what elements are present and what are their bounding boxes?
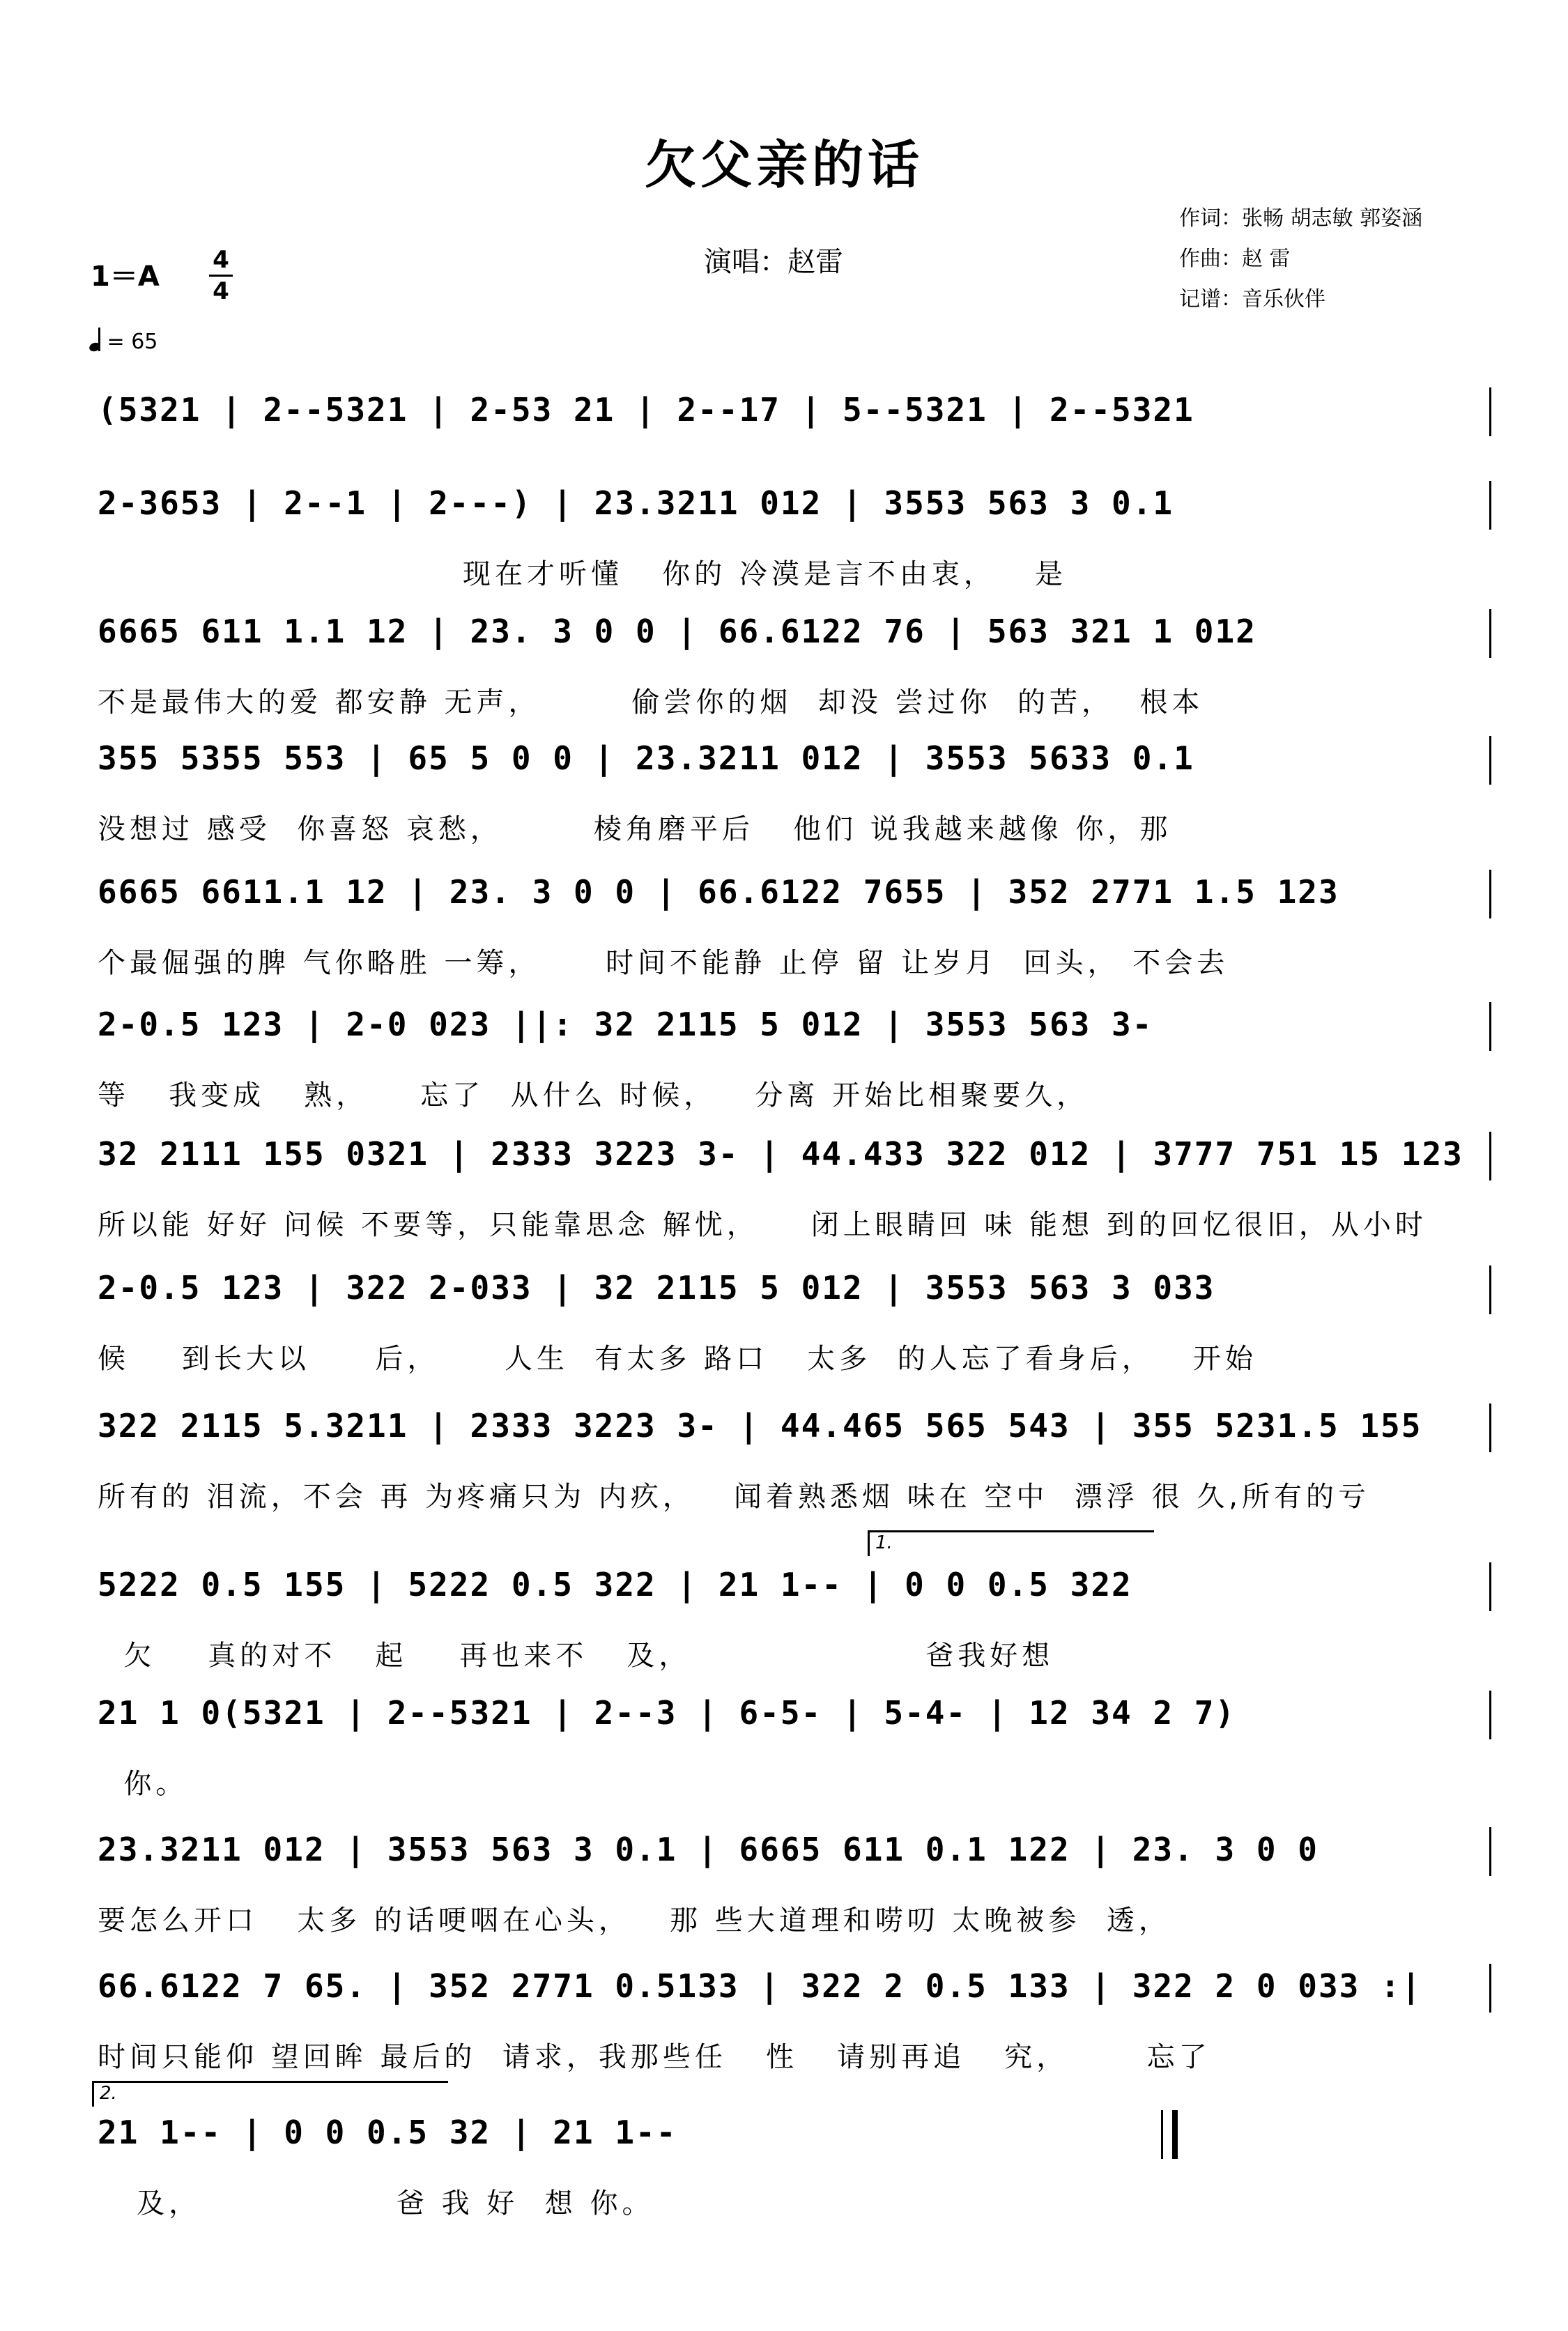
bar-line [1489,1265,1491,1314]
singer-credit: 演唱：赵雷 [704,246,843,278]
music-system-3 [0,603,1568,729]
notation-line: 5222 0.5 155 | 5222 0.5 322 | 21 1-- | 0 0 0.5 322 [98,1566,1132,1603]
notation-line: 2-0.5 123 | 2-0 023 ||: 32 2115 5 012 | 3553 563 3- [98,1006,1153,1043]
music-system-10 [0,1557,1568,1682]
lyrics-line: 所以能 好好 问候 不要等，只能靠思念 解忧， 闭上眼睛回 味 能想 到的回忆很旧，从小时 [98,1209,1427,1241]
composer-credit: 作曲：赵 雷 [1179,247,1291,271]
bar-line [1489,736,1491,785]
music-system-7 [0,1126,1568,1252]
music-system-14 [0,2105,1568,2230]
lyrics-line: 时间只能仰 望回眸 最后的 请求，我那些任 性 请别再追 究， 忘了 [98,2041,1211,2073]
lyrics-line: 现在才听懂 你的 冷漠是言不由衷， 是 [98,558,1068,590]
notation-line: 355 5355 553 | 65 5 0 0 | 23.3211 012 | 3553 5633 0.1 [98,739,1194,777]
bar-line [1489,387,1491,436]
music-system-4 [0,730,1568,856]
tempo-value: = 65 [107,330,158,354]
notation-line: 66.6122 7 65. | 352 2771 0.5133 | 322 2 0.5 133 | 322 2 0 033 :| [98,1967,1422,2005]
bar-line [1489,1403,1491,1452]
music-system-2 [0,475,1568,601]
music-system-9 [0,1398,1568,1523]
notation-line: 6665 6611.1 12 | 23. 3 0 0 | 66.6122 7655 | 352 2771 1.5 123 [98,873,1339,911]
music-system-5 [0,864,1568,990]
bar-line [1489,609,1491,658]
lyrics-line: 你。 [98,1768,188,1800]
lyrics-line: 所有的 泪流，不会 再 为疼痛只为 内疚， 闻着熟悉烟 味在 空中 漂浮 很 久,所有的亏 [98,1481,1371,1513]
notation-line: 21 1 0(5321 | 2--5321 | 2--3 | 6-5- | 5-4- | 12 34 2 7) [98,1694,1236,1732]
key-signature: 1＝A [91,261,160,293]
notation-line: 21 1-- | 0 0 0.5 32 | 21 1-- [98,2114,677,2151]
tempo-marking [89,328,157,354]
notation-line: 322 2115 5.3211 | 2333 3223 3- | 44.465 565 543 | 355 5231.5 155 [98,1407,1422,1445]
bar-line [1489,1002,1491,1051]
notation-line: 6665 611 1.1 12 | 23. 3 0 0 | 66.6122 76 | 563 321 1 012 [98,613,1256,650]
bar-line [1489,1132,1491,1180]
bar-line [1489,481,1491,530]
lyrics-line: 及， 爸 我 好 想 你。 [98,2187,654,2220]
song-title: 欠父亲的话 [645,135,923,195]
bar-line [1489,870,1491,918]
notation-line: (5321 | 2--5321 | 2-53 21 | 2--17 | 5--5321 | 2--5321 [98,391,1194,429]
music-system-13 [0,1958,1568,2084]
notation-line: 32 2111 155 0321 | 2333 3223 3- | 44.433 322 012 | 3777 751 15 123 [98,1135,1463,1173]
credits-block [1179,199,1422,320]
bar-line [1489,1827,1491,1876]
time-signature-bottom: 4 [213,277,229,305]
transcriber-credit: 记谱：音乐伙伴 [1179,287,1325,311]
music-system-6 [0,997,1568,1122]
final-bar-line [1172,2110,1178,2159]
lyrics-line: 等 我变成 熟， 忘了 从什么 时候， 分离 开始比相聚要久， [98,1079,1089,1111]
repeat-end-bar-line [1489,1964,1491,2013]
lyrics-line: 欠 真的对不 起 再也来不 及， 爸我好想 [98,1640,1054,1672]
music-system-11 [0,1685,1568,1810]
time-signature [209,245,233,306]
notation-line: 23.3211 012 | 3553 563 3 0.1 | 6665 611 0.1 122 | 23. 3 0 0 [98,1831,1319,1868]
music-system-12 [0,1822,1568,1947]
lyricist-credit: 作词：张畅 胡志敏 郭姿涵 [1179,206,1423,231]
notation-line: 2-0.5 123 | 322 2-033 | 32 2115 5 012 | 3553 563 3 033 [98,1269,1215,1307]
time-signature-top: 4 [213,246,229,274]
lyrics-line: 不是最伟大的爱 都安静 无声， 偷尝你的烟 却没 尝过你 的苦， 根本 [98,686,1204,718]
first-ending-bracket: 1. [868,1530,1154,1556]
lyrics-line: 没想过 感受 你喜怒 哀愁， 棱角磨平后 他们 说我越来越像 你，那 [98,813,1172,845]
notation-line: 2-3653 | 2--1 | 2---) | 23.3211 012 | 3553 563 3 0.1 [98,484,1174,522]
music-system-8 [0,1260,1568,1385]
lyrics-line: 候 到长大以 后， 人生 有太多 路口 太多 的人忘了看身后， 开始 [98,1343,1257,1375]
lyrics-line: 要怎么开口 太多 的话哽咽在心头， 那 些大道理和唠叨 太晚被参 透， [98,1905,1171,1937]
bar-line [1489,1691,1491,1739]
second-ending-bracket: 2. [92,2081,448,2107]
lyrics-line: 个最倔强的脾 气你略胜 一筹， 时间不能静 止停 留 让岁月 回头， 不会去 [98,947,1229,979]
bar-line [1489,1562,1491,1611]
